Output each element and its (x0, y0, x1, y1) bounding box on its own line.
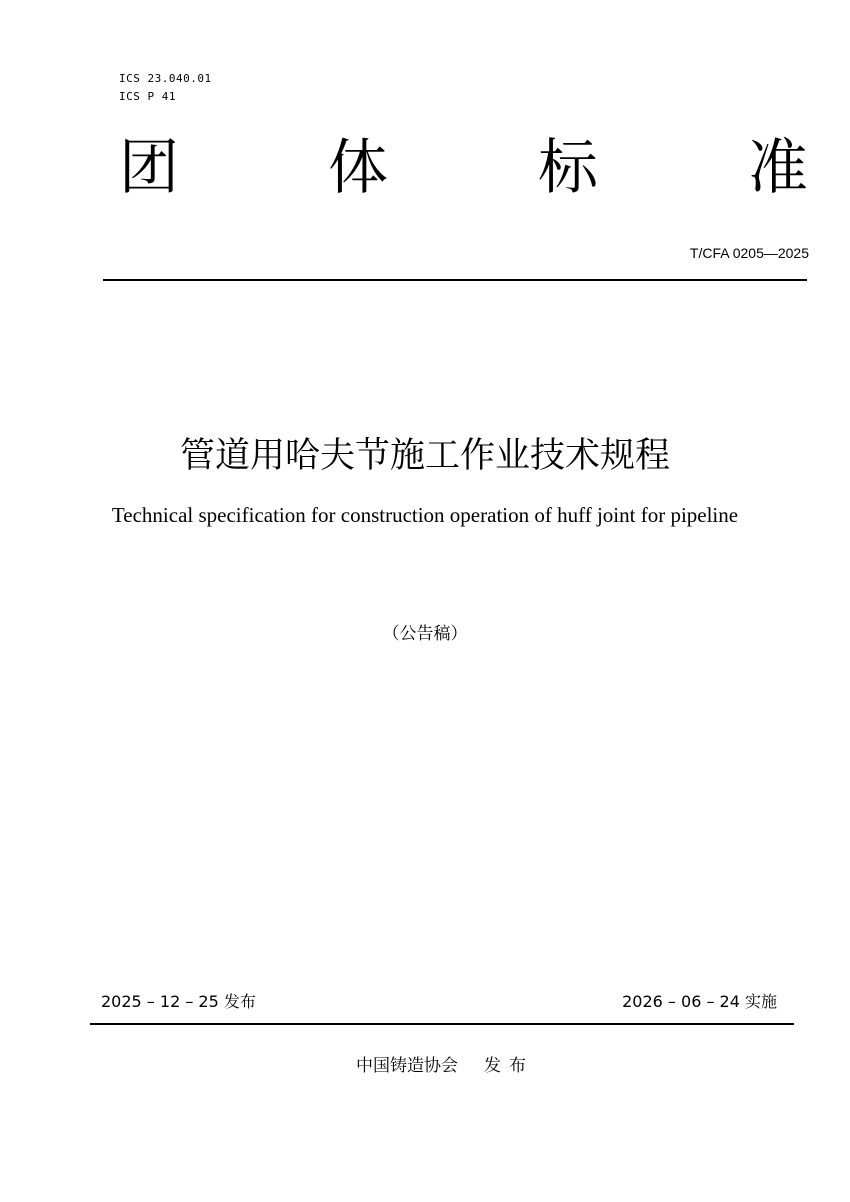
effective-date: 2026 – 06 – 24 实施 (622, 992, 777, 1011)
draft-status: （公告稿） (382, 624, 468, 644)
standard-type-char-3: 标 (538, 133, 598, 203)
standard-code: T/CFA 0205—2025 (689, 245, 809, 261)
header-divider (103, 279, 807, 281)
publisher-action: 发布 (484, 1056, 534, 1076)
publisher-line (356, 1055, 534, 1077)
standard-type-char-2: 体 (328, 133, 388, 203)
title-chinese: 管道用哈夫节施工作业技术规程 (179, 436, 670, 476)
standard-type-char-1: 团 (119, 133, 179, 203)
ics-code-secondary: ICS P 41 (119, 90, 176, 103)
standard-type-char-4: 准 (748, 133, 808, 203)
publish-date: 2025 – 12 – 25 发布 (101, 992, 256, 1011)
title-english: Technical specification for construction operation of huff joint for pipeline (111, 503, 739, 527)
publisher-organization: 中国铸造协会 (356, 1056, 458, 1076)
ics-code-primary: ICS 23.040.01 (119, 72, 212, 85)
footer-divider (90, 1023, 794, 1025)
